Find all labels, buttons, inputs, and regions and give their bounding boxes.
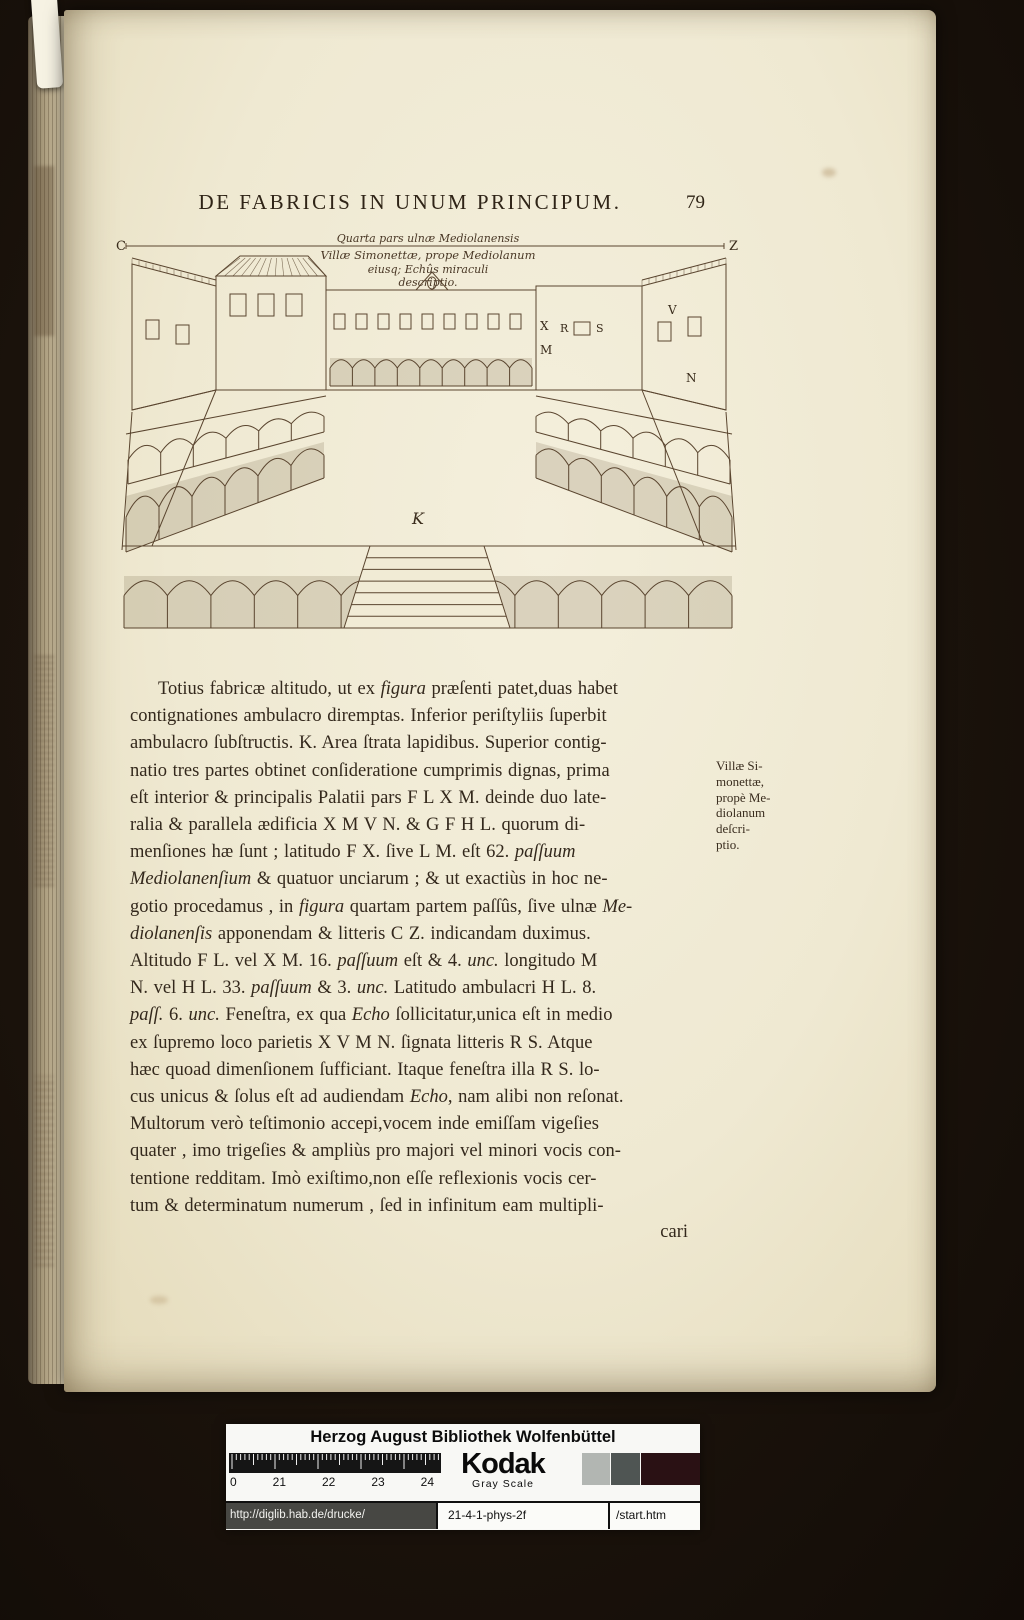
engraving-letter-n: N	[686, 371, 697, 385]
text-segment: apponendam & litteris C Z. indicandam duximus.	[212, 923, 591, 944]
kodak-logo-text: Kodak	[461, 1448, 545, 1480]
engraving-stroke	[176, 325, 189, 344]
engraving-stroke	[258, 294, 274, 316]
ruler-numbers	[230, 1475, 434, 1489]
shelfmark: 21-4-1-phys-2f	[438, 1503, 610, 1529]
text-segment: cus unicus & ſolus eſt ad audiendam	[130, 1087, 410, 1108]
text-segment: unc.	[467, 951, 499, 972]
text-line	[130, 1084, 722, 1111]
engraving-stroke	[286, 294, 302, 316]
text-segment: menſiones hæ ſunt ; latitudo F X. ſive L M. eſt 62.	[130, 842, 515, 863]
engraving-letter-m: M	[540, 343, 553, 357]
engraving-letter-r: R	[560, 322, 569, 335]
scan-info-row	[226, 1501, 700, 1529]
margin-note	[716, 758, 836, 853]
dark-red-patch	[641, 1453, 700, 1485]
gray-scale-label: Gray Scale	[472, 1478, 534, 1490]
kodak-brand	[448, 1449, 558, 1490]
margin-note-line: ptio.	[716, 836, 740, 852]
text-segment: quartam partem paſſûs, ſive ulnæ	[344, 896, 603, 917]
text-segment: figura	[380, 679, 426, 699]
ruler-number: 0	[230, 1475, 237, 1489]
ruler-number: 21	[272, 1475, 287, 1489]
text-line	[130, 730, 722, 757]
text-line	[130, 975, 722, 1002]
book-page	[64, 10, 936, 1392]
engraving-stroke	[400, 314, 411, 329]
gray-patch-light	[582, 1453, 610, 1485]
text-segment: præſenti patet,duas habet	[425, 679, 618, 699]
text-segment: paſſuum	[337, 951, 399, 972]
text-segment: tum & determinatum numerum , ſed in infinitum eam multipli-	[130, 1195, 604, 1216]
text-line	[130, 1002, 722, 1029]
margin-note-line: Villæ Si-	[716, 758, 763, 773]
text-segment: Feneſtra, ex qua	[219, 1005, 352, 1026]
text-line	[130, 1030, 722, 1057]
catchword: cari	[660, 1222, 688, 1242]
text-segment: unc.	[356, 978, 389, 999]
margin-note-line: monettæ,	[716, 773, 765, 789]
text-line	[130, 1111, 722, 1138]
text-line	[130, 1193, 722, 1220]
ruler-number: 22	[321, 1475, 336, 1489]
text-segment: hæc quoad dimenſionem ſufficiant. Itaque feneſtra illa R S. lo-	[130, 1059, 600, 1080]
text-segment: N. vel H L. 33.	[130, 978, 252, 999]
page-number: 79	[686, 192, 705, 213]
page-corner-sliver	[31, 0, 63, 89]
engraving-caption-line1: Quarta pars ulnæ Mediolanensis	[336, 232, 520, 245]
engraving-stroke	[230, 294, 246, 316]
engraving-caption-line2: Villæ Simonettæ, prope Mediolanum	[320, 248, 536, 262]
engraving-stroke	[132, 259, 216, 286]
text-segment: Multorum verò teſtimonio accepi,vocem inde emiſſam vigeſies	[130, 1114, 599, 1135]
engraving-caption-line4: descriptio.	[398, 276, 458, 289]
engraving-stroke	[658, 322, 671, 341]
body-text	[130, 676, 722, 1220]
engraving-caption-line3: eiusq; Echûs miraculi	[367, 263, 489, 276]
text-line	[130, 921, 722, 948]
text-segment: Mediolanenſium	[130, 869, 252, 890]
text-segment: eſt interior & principalis Palatii pars F L X M. deinde duo late-	[130, 787, 607, 808]
scan-color-target	[226, 1424, 700, 1530]
engraving-letter-k: K	[412, 509, 424, 528]
engraving-stroke	[444, 314, 455, 329]
engraving-letter-x: X	[540, 319, 549, 333]
margin-note-line: diolanum	[716, 805, 766, 821]
text-segment: 6.	[163, 1005, 189, 1026]
ruler	[229, 1453, 441, 1473]
engraving-villa-simonetta	[112, 228, 745, 652]
foxing-stain	[150, 1296, 168, 1304]
text-segment: gotio procedamus , in	[130, 896, 299, 917]
text-segment: natio tres partes obtinet conſideratione cumprimis dignas, prima	[130, 760, 610, 781]
gray-patch-dark	[611, 1453, 640, 1485]
library-title: Herzog August Bibliothek Wolfenbüttel	[310, 1428, 616, 1446]
text-segment: figura	[298, 896, 345, 917]
engraving-stroke	[216, 258, 326, 276]
text-segment: Echo	[409, 1087, 448, 1108]
margin-note-line: deſcri-	[716, 821, 750, 837]
text-line	[130, 1057, 722, 1084]
engraving-stroke	[688, 317, 701, 336]
engraving-stroke	[466, 314, 477, 329]
text-segment: & 3.	[311, 978, 357, 999]
text-line	[130, 894, 722, 921]
margin-note-line: propè Me-	[716, 789, 771, 805]
start-link: /start.htm	[610, 1503, 700, 1529]
text-segment: Echo	[351, 1005, 390, 1026]
text-line	[130, 703, 722, 730]
text-line	[130, 758, 722, 785]
text-segment: Latitudo ambulacri H L. 8.	[388, 978, 597, 999]
page-edge-smudge	[34, 166, 54, 336]
ruler-number: 24	[420, 1475, 434, 1489]
text-segment: Altitudo F L. vel X M. 16.	[130, 951, 338, 972]
text-segment: longitudo M	[498, 951, 598, 972]
text-segment: ex ſupremo loco parietis X V M N. ſignata litteris R S. Atque	[130, 1032, 593, 1053]
text-line	[130, 1138, 722, 1165]
ruler-number: 23	[371, 1475, 385, 1489]
text-line	[130, 948, 722, 975]
engraving-letter-v: V	[668, 303, 677, 317]
engraving-stroke	[642, 258, 726, 286]
running-header: DE FABRICIS IN UNUM PRINCIPUM.	[198, 190, 622, 214]
engraving-stroke	[510, 314, 521, 329]
text-segment: Totius fabricæ altitudo, ut ex	[158, 679, 381, 699]
text-line	[130, 812, 722, 839]
foxing-stain	[822, 168, 836, 177]
engraving-stroke	[146, 320, 159, 339]
engraving-stroke	[422, 314, 433, 329]
text-line	[130, 839, 722, 866]
text-line	[130, 676, 722, 703]
diglib-url: http://diglib.hab.de/drucke/	[226, 1503, 438, 1529]
text-segment: contignationes ambulacro diremptas. Inferior periſtyliis ſuperbit	[130, 706, 607, 727]
text-segment: paſſuum	[514, 842, 576, 863]
engraving-stairs	[344, 546, 510, 628]
text-line	[130, 1166, 722, 1193]
page-edge-smudge	[34, 656, 54, 886]
text-segment: , nam alibi non reſonat.	[447, 1087, 624, 1108]
text-line	[130, 785, 722, 812]
engraving-stroke	[356, 314, 367, 329]
engraving-stroke	[488, 314, 499, 329]
text-segment: paſſ.	[130, 1005, 164, 1026]
text-segment: diolanenſis	[130, 923, 213, 944]
text-segment: ſollicitatur,unica eſt in medio	[389, 1005, 613, 1026]
text-segment: & quatuor unciarum ; & ut exactiùs in hoc ne-	[251, 869, 608, 890]
text-segment: ralia & parallela ædificia X M V N. & G F H L. quorum di-	[130, 815, 586, 836]
engraving-stroke	[378, 314, 389, 329]
text-line	[130, 866, 722, 893]
text-segment: ambulacro ſubſtructis. K. Area ſtrata lapidibus. Superior contig-	[130, 733, 607, 754]
text-segment: eſt & 4.	[398, 951, 468, 972]
text-segment: unc.	[188, 1005, 220, 1026]
text-segment: quater , imo trigeſies & ampliùs pro majori vel minori vocis con-	[130, 1141, 621, 1162]
engraving-letter-s: S	[596, 322, 604, 335]
text-segment: paſſuum	[251, 978, 312, 999]
engraving-letter-c: C	[116, 239, 126, 254]
engraving-stroke	[334, 314, 345, 329]
text-segment: Me-	[602, 896, 633, 917]
engraving-letter-z: Z	[729, 239, 739, 254]
scale-row	[226, 1447, 700, 1501]
page-edge-smudge	[34, 1076, 54, 1266]
text-segment: tentione redditam. Imò exiſtimo,non eſſe reflexionis vocis cer-	[130, 1168, 597, 1189]
